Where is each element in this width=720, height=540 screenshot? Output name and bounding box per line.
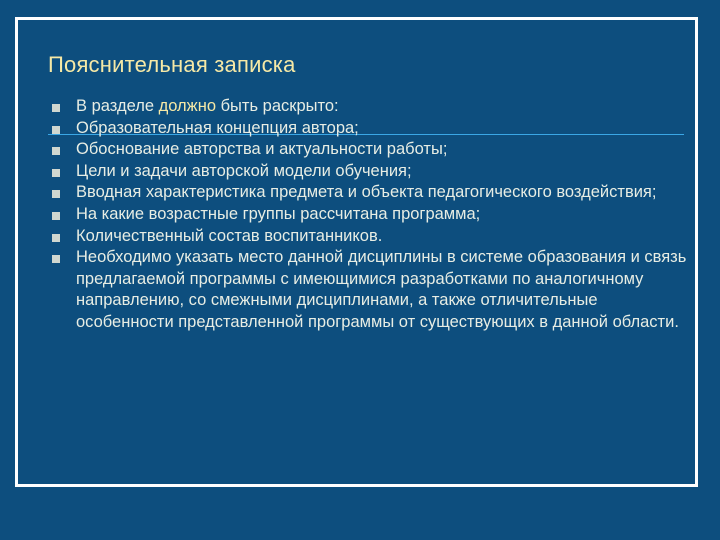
bullet-text: Количественный состав воспитанников. — [76, 226, 383, 245]
bullet-text: Образовательная концепция автора; — [76, 118, 359, 137]
list-item — [48, 182, 688, 204]
square-bullet-icon — [52, 147, 60, 155]
square-bullet-icon — [52, 169, 60, 177]
bullet-text: Вводная характеристика предмета и объекта педагогического воздействия; — [76, 183, 657, 202]
bullet-text: Необходимо указать место данной дисциплины в системе образования и связь предлагаемой программы с имеющимися разработками по аналогичному направлению, со смежными дисциплинами, а также отличительные особенности представленной программы от существующих в данной области. — [76, 248, 687, 331]
square-bullet-icon — [52, 104, 60, 112]
bullet-text-suffix: быть раскрыто: — [216, 97, 339, 115]
list-item — [48, 247, 688, 333]
list-item — [48, 96, 688, 118]
bullet-list — [48, 96, 688, 334]
bullet-text: Обоснование авторства и актуальности работы; — [76, 140, 448, 159]
square-bullet-icon — [52, 126, 60, 134]
list-item — [48, 139, 688, 161]
square-bullet-icon — [52, 212, 60, 220]
bullet-text: На какие возрастные группы рассчитана программа; — [76, 204, 481, 223]
list-item — [48, 118, 688, 140]
list-item — [48, 161, 688, 183]
list-item — [48, 204, 688, 226]
square-bullet-icon — [52, 255, 60, 263]
slide-title: Пояснительная записка — [48, 52, 296, 77]
square-bullet-icon — [52, 190, 60, 198]
list-item — [48, 226, 688, 248]
square-bullet-icon — [52, 234, 60, 242]
bullet-text: Цели и задачи авторской модели обучения; — [76, 161, 412, 180]
bullet-text-prefix: В разделе — [76, 97, 159, 115]
highlighted-word: должно — [158, 97, 217, 115]
